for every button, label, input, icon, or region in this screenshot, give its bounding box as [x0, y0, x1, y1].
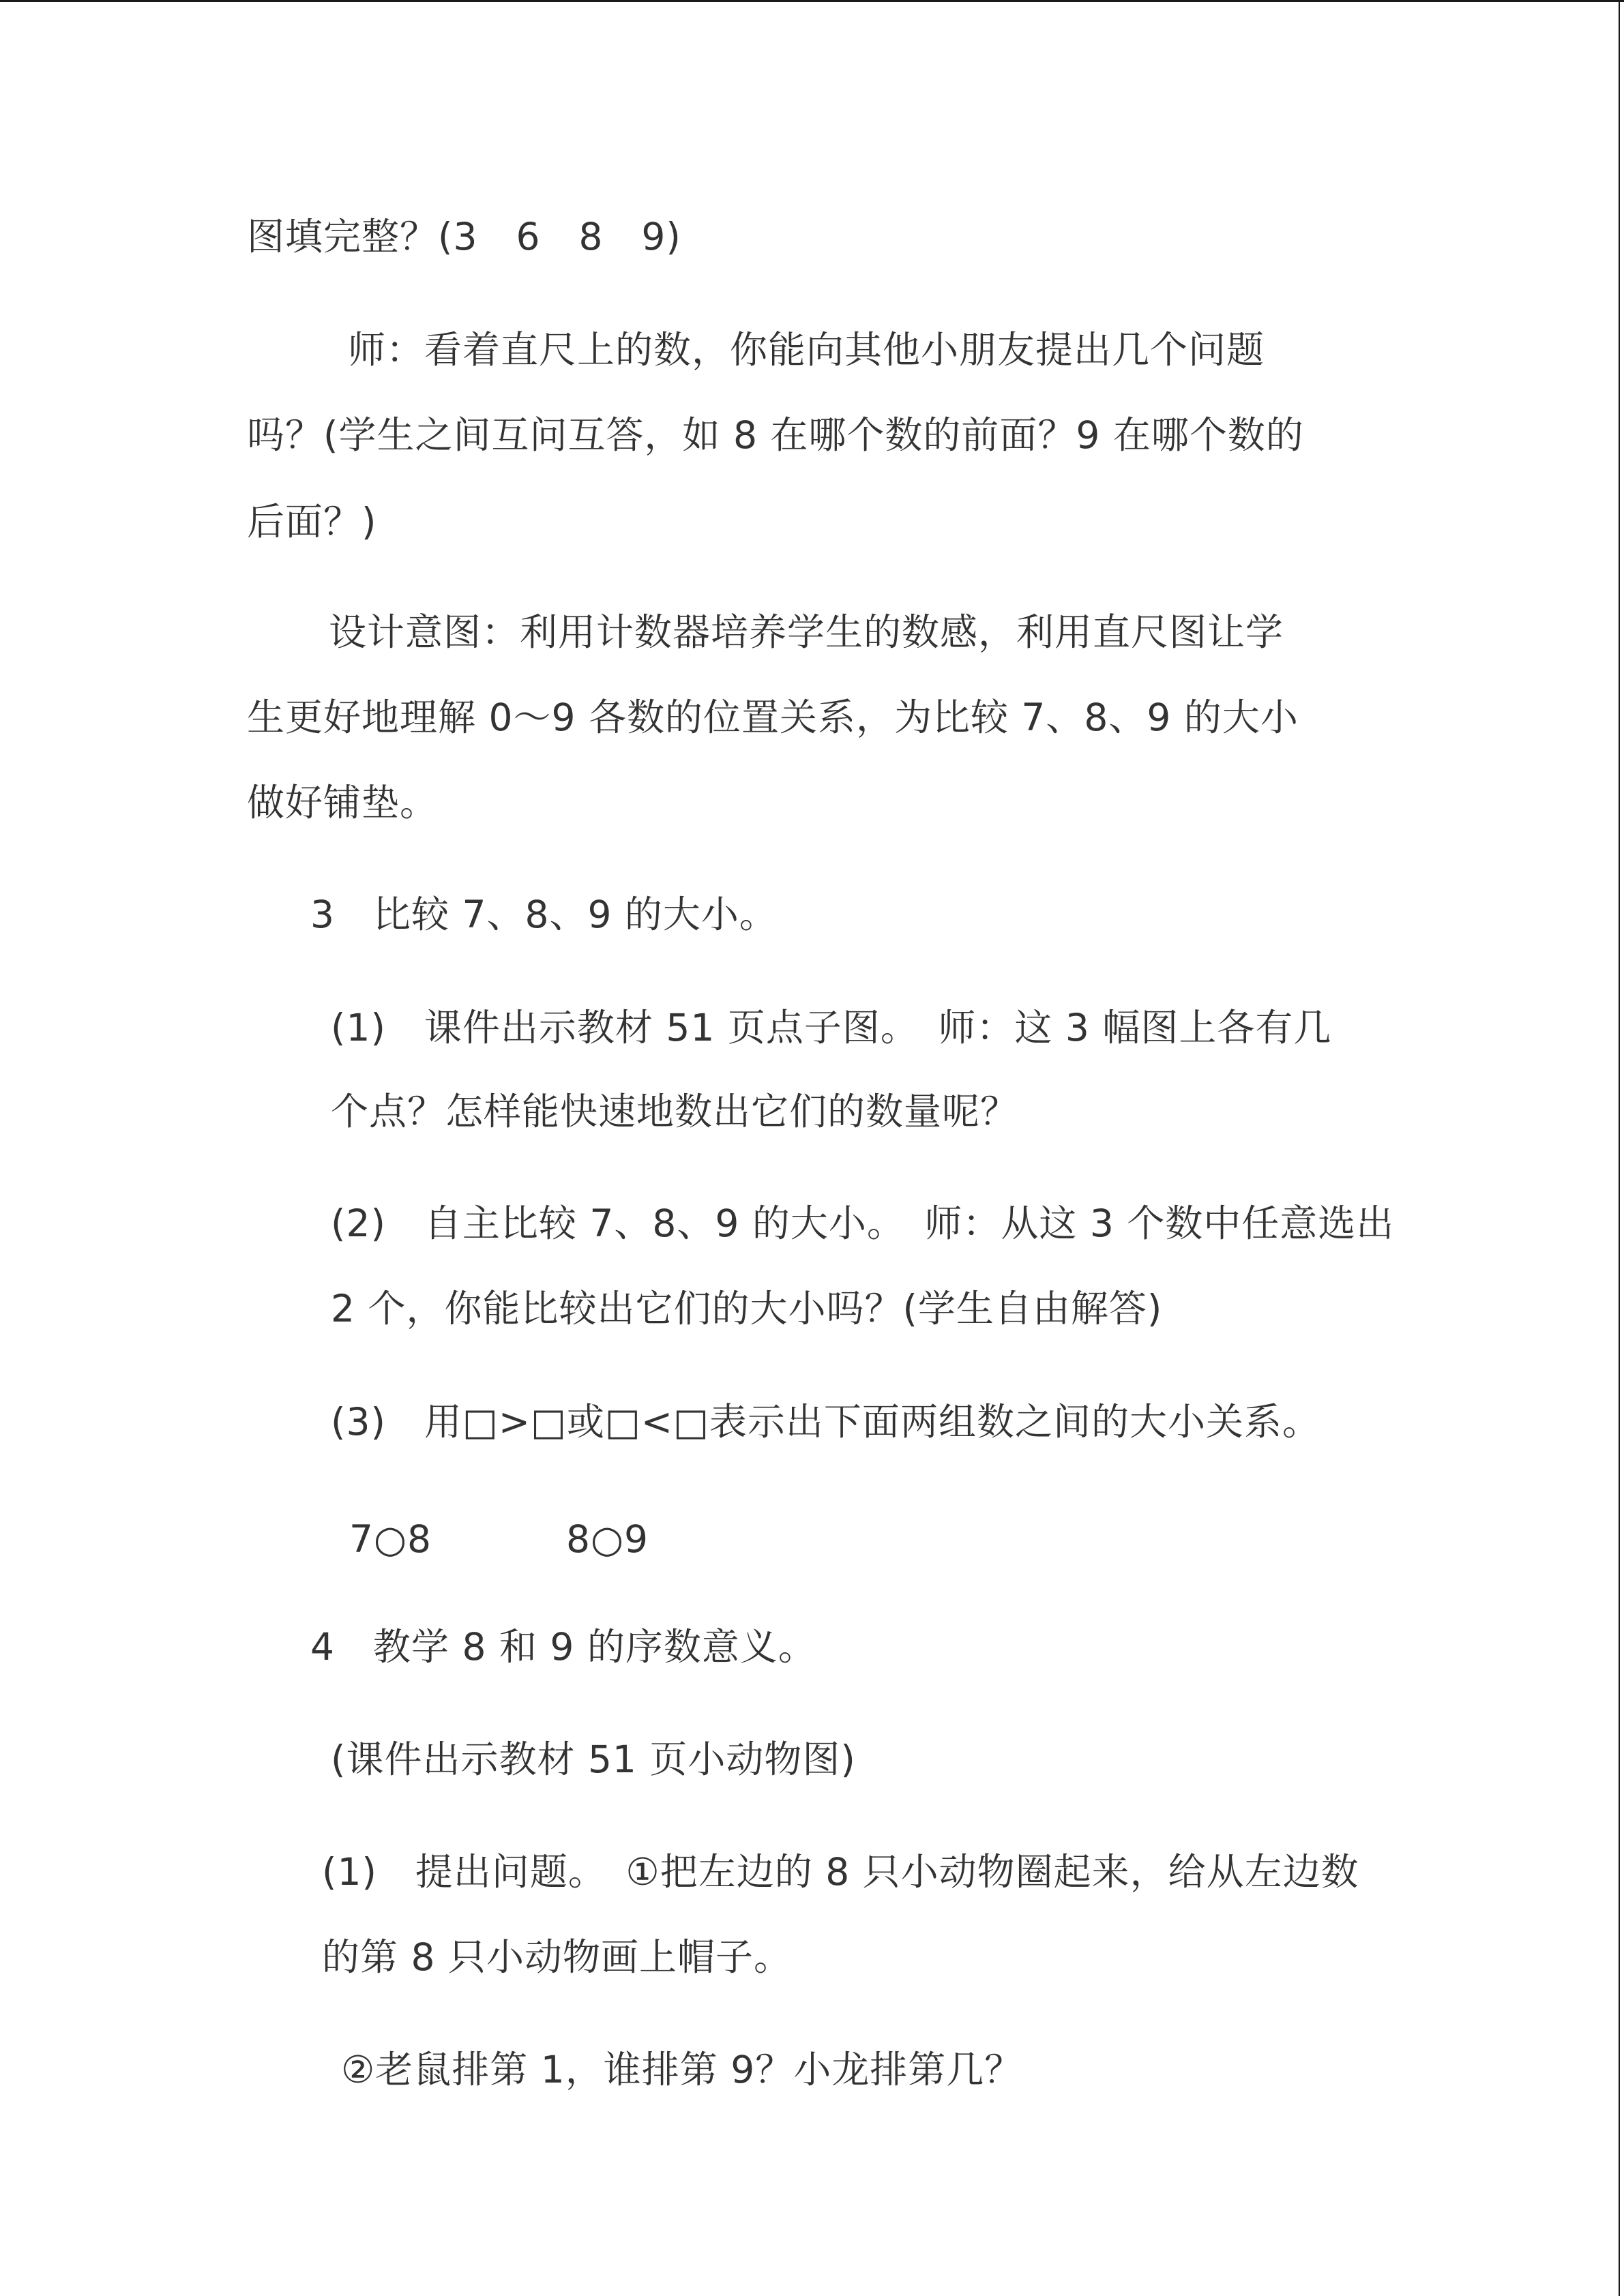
text-line-4: 后面？): [247, 500, 377, 543]
text-line-11: (2) 自主比较 7、8、9 的大小。 师：从这 3 个数中任意选出: [331, 1202, 1395, 1245]
text-line-16: (课件出示教材 51 页小动物图): [331, 1738, 856, 1781]
text-line-9: (1) 课件出示教材 51 页点子图。 师：这 3 幅图上各有几: [331, 1006, 1332, 1049]
text-line-17: (1) 提出问题。 ①把左边的 8 只小动物圈起来，给从左边数: [322, 1850, 1359, 1894]
text-line-15: 4 教学 8 和 9 的序数意义。: [310, 1625, 816, 1669]
text-line-12: 2 个，你能比较出它们的大小吗？(学生自由解答): [331, 1287, 1163, 1330]
page-top-border: [0, 0, 1624, 2]
text-line-14a: 7○8: [349, 1517, 432, 1561]
text-line-19: ②老鼠排第 1，谁排第 9？小龙排第几？: [341, 2048, 1023, 2091]
text-line-5: 设计意图：利用计数器培养学生的数感，利用直尺图让学: [329, 610, 1284, 654]
text-line-6: 生更好地理解 0～9 各数的位置关系，为比较 7、8、9 的大小: [247, 696, 1299, 739]
text-line-18: 的第 8 只小动物画上帽子。: [322, 1935, 792, 1979]
page-right-border: [1619, 0, 1620, 2296]
text-line-1: 图填完整？(3 6 8 9): [247, 215, 681, 258]
text-line-13: (3) 用□>□或□<□表示出下面两组数之间的大小关系。: [331, 1400, 1320, 1444]
text-line-8: 3 比较 7、8、9 的大小。: [310, 893, 778, 936]
text-line-7: 做好铺垫。: [247, 781, 439, 824]
text-line-14b: 8○9: [566, 1517, 649, 1561]
text-line-10: 个点？怎样能快速地数出它们的数量呢？: [331, 1090, 1019, 1133]
text-line-3: 吗？(学生之间互问互答，如 8 在哪个数的前面？9 在哪个数的: [247, 413, 1304, 457]
text-line-2: 师：看着直尺上的数，你能向其他小朋友提出几个问题: [348, 328, 1265, 372]
